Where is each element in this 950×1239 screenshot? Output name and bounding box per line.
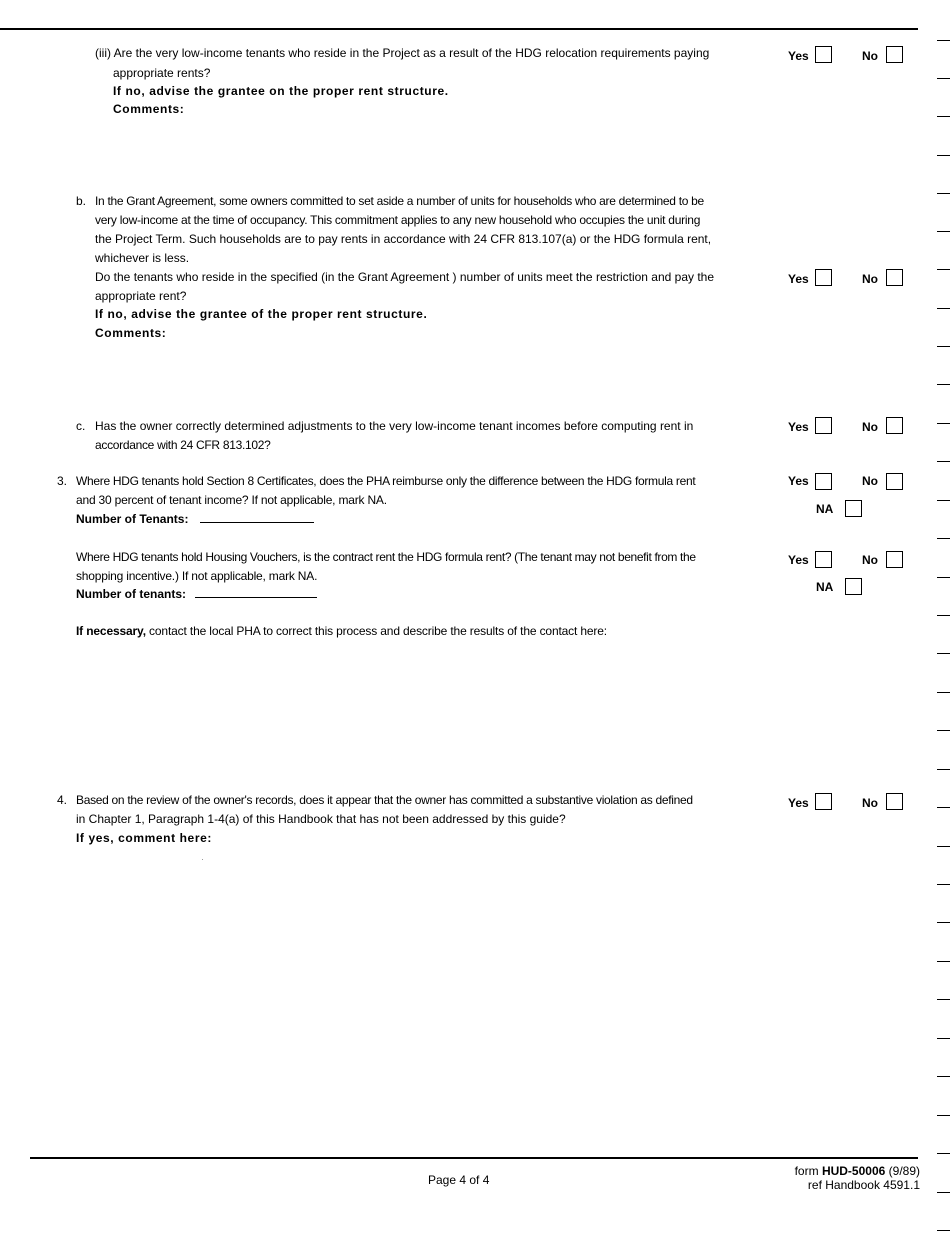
q2b-question-line2: appropriate rent?: [95, 289, 187, 303]
form-number-line: [795, 1164, 920, 1178]
q2a-iii-no-label: No: [862, 49, 878, 63]
q2a-iii-comments-label: Comments:: [113, 102, 185, 116]
q2b-no-checkbox[interactable]: [886, 269, 903, 286]
q3-yes-checkbox[interactable]: [815, 473, 832, 490]
q3-vouchers-na-label: NA: [816, 580, 834, 594]
q2b-advise: If no, advise the grantee of the proper rent structure.: [95, 307, 428, 321]
handbook-ref: ref Handbook 4591.1: [807, 1178, 920, 1192]
q2c-line1: Has the owner correctly determined adjustments to the very low-income tenant incomes before computing rent in: [95, 419, 694, 433]
q3-vouchers-line2: shopping incentive.) If not applicable, mark NA.: [76, 569, 318, 583]
q2a-iii-no-checkbox[interactable]: [886, 46, 903, 63]
q2b-line1: In the Grant Agreement, some owners committed to set aside a number of units for households who are determined to be: [95, 194, 704, 208]
q3-vouchers-yes-label: Yes: [788, 553, 809, 567]
q3-tenants-label: Number of Tenants:: [76, 512, 189, 526]
q2b-comments-label: Comments:: [95, 326, 167, 340]
q3-marker: 3.: [57, 474, 68, 488]
footer-rule: [30, 1157, 918, 1159]
q3-line2: and 30 percent of tenant income? If not applicable, mark NA.: [76, 493, 387, 507]
q2c-yes-checkbox[interactable]: [815, 417, 832, 434]
q4-no-checkbox[interactable]: [886, 793, 903, 810]
scan-speck: [202, 859, 203, 860]
q3-necessary-bold: If necessary,: [76, 624, 146, 638]
q2a-iii-yes-label: Yes: [788, 49, 809, 63]
top-rule: [0, 28, 918, 30]
q3-tenants-row: [76, 510, 314, 528]
q2b-yes-checkbox[interactable]: [815, 269, 832, 286]
q3-vouchers-tenants-row: [76, 585, 317, 603]
q4-yes-label: Yes: [788, 796, 809, 810]
q3-vouchers-yes-checkbox[interactable]: [815, 551, 832, 568]
q4-marker: 4.: [57, 793, 68, 807]
q2a-iii-advise: If no, advise the grantee on the proper rent structure.: [113, 84, 449, 98]
q2a-iii-text-line1: (iii) Are the very low-income tenants who reside in the Project as a result of the HDG relocation requirements paying: [95, 46, 710, 60]
q3-necessary-rest: contact the local PHA to correct this process and describe the results of the contact here:: [145, 624, 607, 638]
form-date: (9/89): [885, 1164, 920, 1178]
q3-na-label: NA: [816, 502, 834, 516]
q2b-line2: very low-income at the time of occupancy. This commitment applies to any new household who occupies the unit during: [95, 213, 701, 227]
q3-vouchers-line1: Where HDG tenants hold Housing Vouchers, is the contract rent the HDG formula rent? (The tenant may not benefit from the: [76, 550, 696, 564]
q3-vouchers-na-checkbox[interactable]: [845, 578, 862, 595]
q4-line1: Based on the review of the owner's records, does it appear that the owner has committed a substantive violation as defined: [76, 793, 693, 807]
q2b-no-label: No: [862, 272, 878, 286]
q3-necessary-line: [76, 622, 607, 640]
q2c-no-label: No: [862, 420, 878, 434]
q3-vouchers-tenants-input[interactable]: [195, 585, 317, 598]
page-number: Page 4 of 4: [428, 1173, 490, 1187]
q3-na-checkbox[interactable]: [845, 500, 862, 517]
q2a-iii-yes-checkbox[interactable]: [815, 46, 832, 63]
q2b-marker: b.: [76, 194, 87, 208]
q3-vouchers-no-label: No: [862, 553, 878, 567]
form-id-block: [795, 1164, 920, 1192]
q3-vouchers-no-checkbox[interactable]: [886, 551, 903, 568]
q4-line2: in Chapter 1, Paragraph 1-4(a) of this Handbook that has not been addressed by this guide?: [76, 812, 566, 826]
q3-no-label: No: [862, 474, 878, 488]
q3-no-checkbox[interactable]: [886, 473, 903, 490]
q4-no-label: No: [862, 796, 878, 810]
q3-yes-label: Yes: [788, 474, 809, 488]
q2c-yes-label: Yes: [788, 420, 809, 434]
q2c-no-checkbox[interactable]: [886, 417, 903, 434]
q3-line1: Where HDG tenants hold Section 8 Certificates, does the PHA reimburse only the difference between the HDG formula rent: [76, 474, 696, 488]
q2c-marker: c.: [76, 419, 86, 433]
q3-vouchers-tenants-label: Number of tenants:: [76, 587, 187, 601]
q2b-line4: whichever is less.: [95, 251, 190, 265]
q4-yes-checkbox[interactable]: [815, 793, 832, 810]
q2a-iii-text-line2: appropriate rents?: [113, 66, 211, 80]
q3-tenants-input[interactable]: [200, 510, 314, 523]
q2c-line2: accordance with 24 CFR 813.102?: [95, 438, 271, 452]
q2b-question-line1: Do the tenants who reside in the specified (in the Grant Agreement ) number of units meet the restriction and pay the: [95, 270, 715, 284]
q2b-yes-label: Yes: [788, 272, 809, 286]
q2b-line3: the Project Term. Such households are to pay rents in accordance with 24 CFR 813.107(a) or the HDG formula rent,: [95, 232, 712, 246]
form-number: HUD-50006: [821, 1164, 886, 1178]
form-prefix: form: [794, 1164, 822, 1178]
q4-comment-label: If yes, comment here:: [76, 831, 212, 845]
